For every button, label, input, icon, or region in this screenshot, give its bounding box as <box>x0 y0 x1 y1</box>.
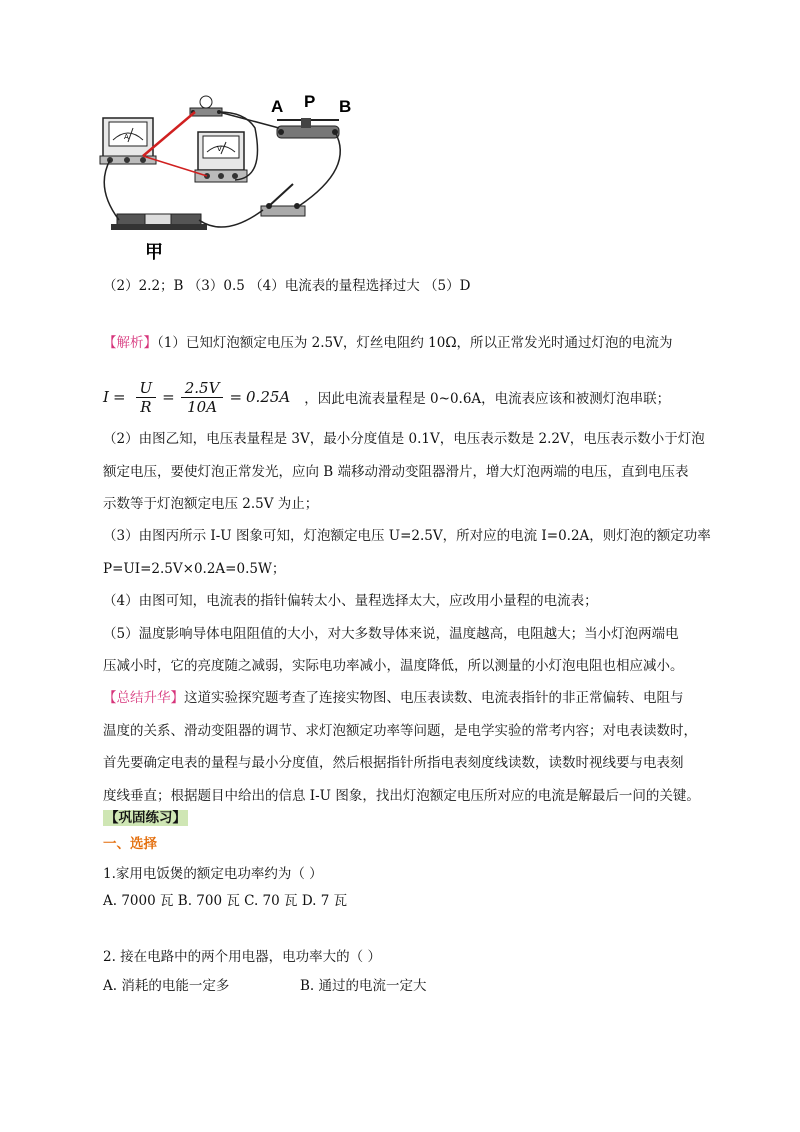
summary-l4: 度线垂直；根据题目中给出的信息 I-U 图象，找出灯泡额定电压所对应的电流是解最后一问的关键。 <box>103 788 700 804</box>
analysis-p3-l2: P=UI=2.5V×0.2A=0.5W； <box>103 561 286 577</box>
formula-frac-values <box>181 379 224 416</box>
label-p: P <box>304 92 316 111</box>
analysis-p5-l1: （5）温度影响导体电阻阻值的大小，对大多数导体来说，温度越高，电阻越大；当小灯泡两端电 <box>103 626 679 642</box>
practice-heading-text: 【巩固练习】 <box>105 810 186 826</box>
frac2-den: 10A <box>187 397 218 416</box>
formula-lhs: I <box>103 388 109 406</box>
label-a: A <box>271 97 284 116</box>
summary-l1 <box>103 688 684 708</box>
question-1-options: A. 7000 瓦 B. 700 瓦 C. 70 瓦 D. 7 瓦 <box>103 893 348 909</box>
question-2: 2. 接在电路中的两个用电器，电功率大的（ ） <box>103 949 381 965</box>
voltmeter-symbol: V <box>217 145 222 153</box>
summary-l3: 首先要确定电表的量程与最小分度值，然后根据指针所指电表刻度线读数，读数时视线要与电表刻 <box>103 755 684 771</box>
switch <box>261 184 305 216</box>
formula-result: 0.25A <box>246 388 291 406</box>
summary-l1-text: 这道实验探究题考查了连接实物图、电压表读数、电流表指针的非正常偏转、电阻与 <box>184 690 684 706</box>
analysis-p3-l1: （3）由图丙所示 I-U 图象可知，灯泡额定电压 U=2.5V，所对应的电流 I=0.2A，则灯泡的额定功率 <box>103 528 711 544</box>
analysis-tag: 【解析】 <box>103 335 157 351</box>
question-1: 1.家用电饭煲的额定电功率约为（ ） <box>103 866 323 882</box>
analysis-p2-l1: （2）由图乙知，电压表量程是 3V，最小分度值是 0.1V，电压表示数是 2.2V，电压表示数小于灯泡 <box>103 431 705 447</box>
analysis-p4: （4）由图可知，电流表的指针偏转太小、量程选择太大，应改用小量程的电流表； <box>103 593 598 609</box>
analysis-p1 <box>103 333 673 353</box>
analysis-p2-l3: 示数等于灯泡额定电压 2.5V 为止； <box>103 496 319 512</box>
practice-heading <box>103 808 188 828</box>
ammeter-symbol: A <box>124 133 129 141</box>
answer-line: （2）2.2；B （3）0.5 （4）电流表的量程选择过大 （5）D <box>103 278 471 294</box>
frac1-num: U <box>136 379 157 398</box>
question-2-option-b: B. 通过的电流一定大 <box>300 978 427 994</box>
section-heading: 一、选择 <box>103 836 157 852</box>
label-b: B <box>339 97 352 116</box>
analysis-p1-text: （1）已知灯泡额定电压为 2.5V，灯丝电阻约 10Ω，所以正常发光时通过灯泡的电流为 <box>157 335 673 351</box>
summary-l2: 温度的关系、滑动变阻器的调节、求灯泡额定功率等问题，是电学实验的常考内容；对电表读数时， <box>103 723 697 739</box>
formula-frac-ur <box>136 379 157 416</box>
current-formula: I = $\frac{U}{R}$ = $\frac{2.5V}{10A}$ = 0.25A ，因此电流表量程是 0~0.6A，电流表应该和被测灯泡串联； <box>103 378 671 416</box>
battery <box>111 214 207 230</box>
analysis-p5-l2: 压减小时，它的亮度随之减弱，实际电功率减小，温度降低，所以测量的小灯泡电阻也相应减小。 <box>103 658 684 674</box>
rheostat <box>277 118 339 138</box>
formula-tail: ，因此电流表量程是 0~0.6A，电流表应该和被测灯泡串联； <box>304 391 671 407</box>
question-2-option-a: A. 消耗的电能一定多 <box>103 978 230 994</box>
circuit-diagram <box>95 88 370 270</box>
summary-tag: 【总结升华】 <box>103 690 184 706</box>
analysis-p2-l2: 额定电压，要使灯泡正常发光，应向 B 端移动滑动变阻器滑片，增大灯泡两端的电压，直到电压表 <box>103 464 689 480</box>
figure-caption: 甲 <box>145 242 163 263</box>
frac2-num: 2.5V <box>181 379 224 398</box>
frac1-den: R <box>140 397 152 416</box>
